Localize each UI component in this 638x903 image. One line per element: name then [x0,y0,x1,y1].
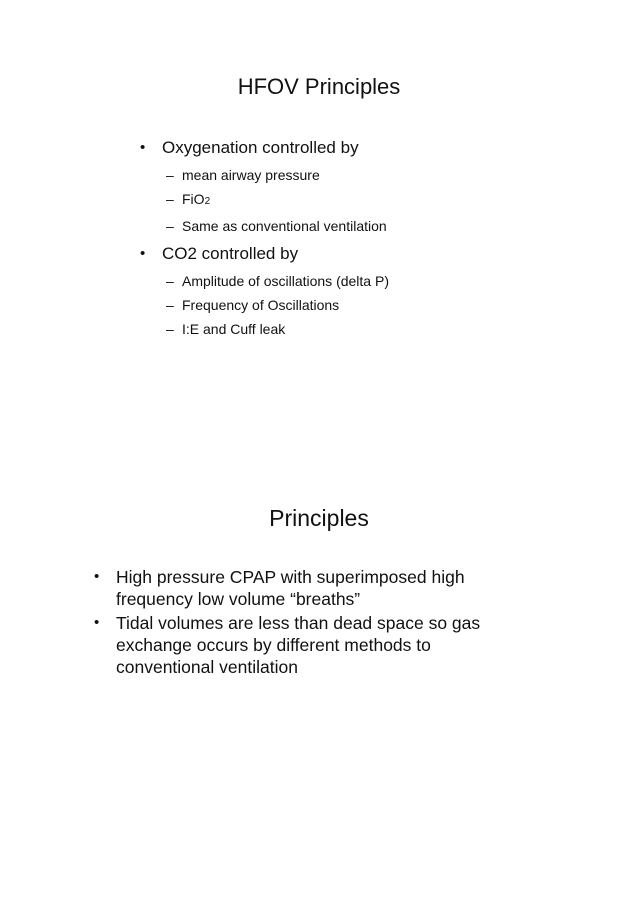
bullet-list [94,566,524,678]
bullet-icon: • [140,245,146,262]
sub-bullet-list [162,163,560,238]
slide-hfov-principles [0,0,638,450]
sub-bullet-label: Amplitude of oscillations (delta P) [182,273,389,289]
sub-bullet-label: I:E and Cuff leak [182,321,286,337]
bullet-label: Tidal volumes are less than dead space so gas exchange occurs by different methods to conventional ventilation [116,613,481,677]
bullet-cpap [94,566,524,610]
bullet-icon: • [140,139,146,156]
bullet-list [140,136,560,345]
sub-bullet-list [162,269,560,341]
dash-icon: – [166,297,174,313]
sub-bullet-item [162,163,560,187]
bullet-label: Oxygenation controlled by [162,138,359,157]
sub-bullet-label: Frequency of Oscillations [182,297,340,313]
dash-icon: – [166,167,174,183]
bullet-co2 [140,242,560,341]
dash-icon: – [166,218,174,234]
sub-bullet-label: Same as conventional ventilation [182,218,387,234]
dash-icon: – [166,191,174,207]
slide-title: Principles [269,505,369,531]
bullet-label: CO2 controlled by [162,244,299,263]
sub-bullet-item [162,293,560,317]
bullet-icon: • [94,568,100,585]
sub-bullet-item [162,187,560,214]
sub-bullet-label: mean airway pressure [182,167,320,183]
subscript: 2 [204,196,211,207]
sub-bullet-label: FiO [182,191,205,207]
sub-bullet-item [162,214,560,238]
dash-icon: – [166,321,174,337]
bullet-tidal-volumes [94,612,524,678]
dash-icon: – [166,273,174,289]
sub-bullet-item [162,317,560,341]
bullet-label: High pressure CPAP with superimposed high frequency low volume “breaths” [116,567,465,609]
bullet-icon: • [94,614,100,631]
slide-title: HFOV Principles [237,74,401,99]
slide-principles [0,450,638,903]
bullet-oxygenation [140,136,560,238]
sub-bullet-item [162,269,560,293]
